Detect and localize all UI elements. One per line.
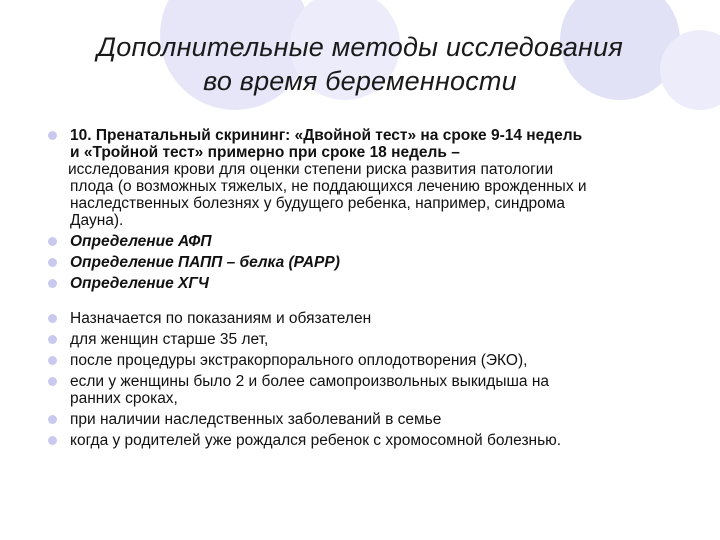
list-item-hcg xyxy=(48,275,708,292)
list-item-line: для женщин старше 35 лет, xyxy=(70,331,269,348)
list-item-label: Определение ХГЧ xyxy=(70,275,209,292)
list-item-afp xyxy=(48,233,708,250)
bullet-icon xyxy=(48,258,57,267)
list-item-line: и «Тройной тест» примерно при сроке 18 недель – xyxy=(70,144,460,161)
bullet-icon xyxy=(48,237,57,246)
list-item-ivf xyxy=(48,352,708,369)
list-item-line: 10. Пренатальный скрининг: «Двойной тест» на сроке 9-14 недель xyxy=(70,127,583,144)
bullet-icon xyxy=(48,279,57,288)
list-item-line: ранних сроках, xyxy=(70,390,178,407)
list-item-line: при наличии наследственных заболеваний в семье xyxy=(70,411,442,428)
list-item-prenatal-screening xyxy=(48,127,708,229)
bullet-icon xyxy=(48,415,57,424)
list-item-indication xyxy=(48,310,708,327)
bullet-icon xyxy=(48,436,57,445)
list-item-line: исследования крови для оценки степени риска развития патологии xyxy=(68,161,554,178)
title-line-1: Дополнительные методы исследования xyxy=(97,32,623,62)
list-item-miscarriage xyxy=(48,373,708,407)
list-item-label: Определение АФП xyxy=(70,233,212,250)
list-item-line: Дауна). xyxy=(70,212,124,229)
slide-title xyxy=(40,30,680,98)
bullet-icon xyxy=(48,377,57,386)
list-item-line: плода (о возможных тяжелых, не поддающихся лечению врожденных и xyxy=(70,178,587,195)
slide-content xyxy=(48,127,708,449)
bullet-icon xyxy=(48,314,57,323)
list-item-chromosomal xyxy=(48,432,708,449)
list-item-line: после процедуры экстракорпорального оплодотворения (ЭКО), xyxy=(70,352,528,369)
list-item-line: если у женщины было 2 и более самопроизвольных выкидыша на xyxy=(70,373,550,390)
list-item-line: когда у родителей уже рождался ребенок с хромосомной болезнью. xyxy=(70,432,562,449)
list-item-line: Назначается по показаниям и обязателен xyxy=(70,310,372,327)
list-item-papp xyxy=(48,254,708,271)
title-line-2: во время беременности xyxy=(203,66,517,96)
list-item-label: Определение ПАПП – белка (PAPP) xyxy=(70,254,340,271)
bullet-icon xyxy=(48,356,57,365)
list-item-hereditary xyxy=(48,411,708,428)
list-item-line: наследственных болезнях у будущего ребенка, например, синдрома xyxy=(70,195,566,212)
list-item-age xyxy=(48,331,708,348)
bullet-icon xyxy=(48,335,57,344)
bullet-icon xyxy=(48,131,57,140)
